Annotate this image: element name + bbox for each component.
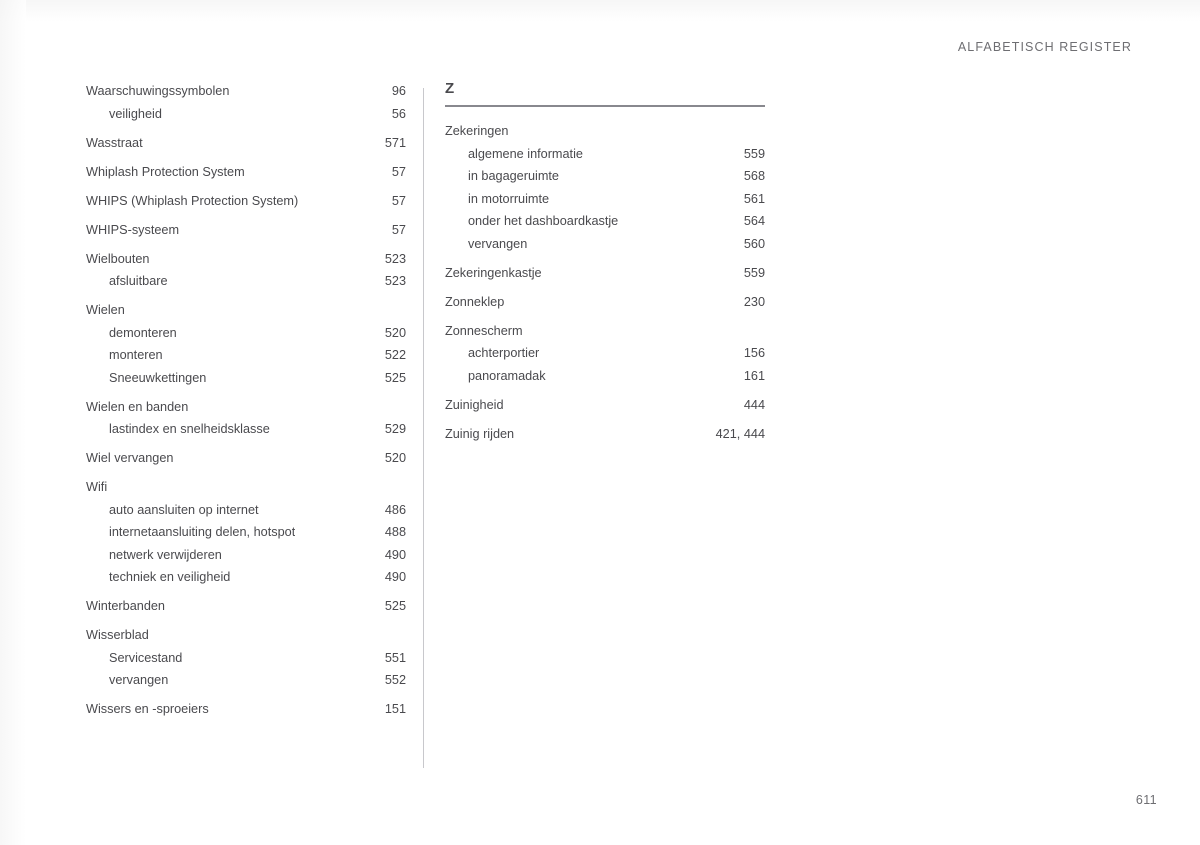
index-entry[interactable] <box>86 544 406 567</box>
index-entry-pageref: 161 <box>743 368 765 383</box>
index-entry-label: vervangen <box>468 236 528 251</box>
index-entry-pageref: 529 <box>384 422 406 436</box>
index-entries-left <box>86 80 406 721</box>
index-entry[interactable] <box>86 698 406 721</box>
index-entry[interactable] <box>445 365 765 388</box>
index-column-right <box>445 80 765 768</box>
index-entry-pageref: 230 <box>743 294 765 309</box>
index-entry-pageref: 520 <box>384 325 406 340</box>
index-entry[interactable] <box>86 270 406 293</box>
index-entry[interactable] <box>445 143 765 166</box>
index-entry[interactable] <box>86 669 406 692</box>
index-entry[interactable] <box>445 291 765 314</box>
index-entry-label: Zuinigheid <box>445 397 504 412</box>
index-entry-label: techniek en veiligheid <box>109 570 231 584</box>
index-entry[interactable] <box>86 248 406 271</box>
index-entry[interactable] <box>445 320 765 343</box>
index-entry[interactable] <box>86 344 406 367</box>
letter-heading-rule <box>445 105 765 107</box>
index-entry-label: Wielen <box>86 303 125 317</box>
index-entry-label: Servicestand <box>109 650 183 665</box>
index-entry-pageref: 568 <box>743 169 765 183</box>
index-entry-label: in bagageruimte <box>468 169 559 183</box>
index-entry-label: WHIPS-systeem <box>86 222 180 237</box>
index-entry-label: achterportier <box>468 346 540 360</box>
index-entry-label: afsluitbare <box>109 274 168 288</box>
index-entry-label: veiligheid <box>109 106 162 121</box>
index-entry-label: Whiplash Protection System <box>86 164 245 179</box>
index-entry-label: auto aansluiten op internet <box>109 502 259 517</box>
index-entry-label: Zonnescherm <box>445 323 523 338</box>
page-top-edge-shading <box>0 0 1200 22</box>
index-entry-label: Winterbanden <box>86 599 165 613</box>
index-entry-label: algemene informatie <box>468 146 583 161</box>
index-entry-label: monteren <box>109 348 163 362</box>
index-entry-pageref: 57 <box>391 193 406 208</box>
column-divider <box>423 88 424 768</box>
index-entry[interactable] <box>86 132 406 155</box>
index-entry[interactable] <box>86 322 406 345</box>
index-entry-label: Wasstraat <box>86 135 143 150</box>
index-entry[interactable] <box>445 165 765 188</box>
index-entry[interactable] <box>86 624 406 647</box>
index-entry-pageref: 57 <box>391 222 406 237</box>
page-left-edge-shading <box>0 0 26 845</box>
index-entry-label: Wifi <box>86 480 108 494</box>
index-entry-pageref: 520 <box>384 451 406 465</box>
index-entry-label: Zonneklep <box>445 294 505 309</box>
index-entry-pageref: 490 <box>384 547 406 562</box>
index-entry-label: demonteren <box>109 325 177 340</box>
index-entry-pageref: 96 <box>391 84 406 98</box>
index-entry[interactable] <box>86 447 406 470</box>
index-entry-pageref: 559 <box>743 265 765 280</box>
index-entry-label: Zuinig rijden <box>445 426 515 441</box>
index-entry-label: Wielbouten <box>86 251 150 266</box>
index-entry-pageref: 488 <box>384 525 406 539</box>
index-entry-label: lastindex en snelheidsklasse <box>109 422 270 436</box>
index-entry-pageref: 444 <box>743 397 765 412</box>
index-entry-pageref: 551 <box>384 650 406 665</box>
index-entry-label: onder het dashboardkastje <box>468 214 619 228</box>
index-entry-label: panoramadak <box>468 368 546 383</box>
index-entry-pageref: 561 <box>743 191 765 206</box>
index-entry[interactable] <box>86 418 406 441</box>
index-entry-label: in motorruimte <box>468 191 550 206</box>
index-entry[interactable] <box>445 423 765 446</box>
index-entry[interactable] <box>86 647 406 670</box>
index-entry[interactable] <box>445 120 765 143</box>
index-columns <box>86 80 766 768</box>
index-column-left <box>86 80 406 768</box>
index-entry-label: WHIPS (Whiplash Protection System) <box>86 193 299 208</box>
index-entry-pageref: 571 <box>384 135 406 150</box>
index-entry[interactable] <box>86 595 406 618</box>
index-entry[interactable] <box>86 219 406 242</box>
index-entry-pageref: 57 <box>391 164 406 179</box>
index-entry-label: Zekeringen <box>445 124 509 138</box>
index-entry[interactable] <box>445 342 765 365</box>
letter-heading: Z <box>445 80 455 97</box>
index-entry-label: Waarschuwingssymbolen <box>86 84 230 98</box>
index-entry-pageref: 56 <box>391 106 406 121</box>
index-entry-label: vervangen <box>109 673 169 687</box>
index-entry-label: Wiel vervangen <box>86 451 174 465</box>
index-entry[interactable] <box>86 161 406 184</box>
index-entry-pageref: 523 <box>384 251 406 266</box>
index-entry-pageref: 151 <box>384 702 406 716</box>
index-entry[interactable] <box>445 262 765 285</box>
index-entry-pageref: 552 <box>384 673 406 687</box>
index-entry[interactable] <box>86 566 406 589</box>
index-entry-label: netwerk verwijderen <box>109 547 222 562</box>
index-entry-pageref: 560 <box>743 236 765 251</box>
index-entry[interactable] <box>86 367 406 390</box>
index-entry-label: internetaansluiting delen, hotspot <box>109 525 296 539</box>
index-entry-label: Sneeuwkettingen <box>109 370 207 385</box>
letter-heading-block <box>445 80 765 107</box>
index-entry-pageref: 525 <box>384 370 406 385</box>
index-entry-pageref: 523 <box>384 274 406 288</box>
index-entry[interactable] <box>86 190 406 213</box>
running-header: ALFABETISCH REGISTER <box>957 40 1132 54</box>
index-entry[interactable] <box>445 188 765 211</box>
index-entry-pageref: 486 <box>384 502 406 517</box>
index-entry-pageref: 490 <box>384 570 406 584</box>
page-number: 611 <box>1135 793 1157 807</box>
index-entry-pageref: 559 <box>743 146 765 161</box>
index-entry-pageref: 421, 444 <box>715 426 765 441</box>
index-entry[interactable] <box>445 394 765 417</box>
index-entry-pageref: 156 <box>743 346 765 360</box>
index-entry[interactable] <box>86 80 406 103</box>
index-entry-label: Wissers en -sproeiers <box>86 702 209 716</box>
index-entry[interactable] <box>86 476 406 499</box>
index-entries-right <box>445 120 765 445</box>
index-entry[interactable] <box>86 499 406 522</box>
index-entry-label: Zekeringenkastje <box>445 265 542 280</box>
index-entry[interactable] <box>86 521 406 544</box>
index-entry[interactable] <box>86 396 406 419</box>
index-entry[interactable] <box>86 299 406 322</box>
index-entry-label: Wielen en banden <box>86 399 189 414</box>
index-entry-pageref: 522 <box>384 348 406 362</box>
index-entry[interactable] <box>445 233 765 256</box>
index-entry-label: Wisserblad <box>86 628 149 642</box>
index-entry[interactable] <box>86 103 406 126</box>
index-entry[interactable] <box>445 210 765 233</box>
index-entry-pageref: 564 <box>743 214 765 228</box>
index-entry-pageref: 525 <box>384 599 406 613</box>
